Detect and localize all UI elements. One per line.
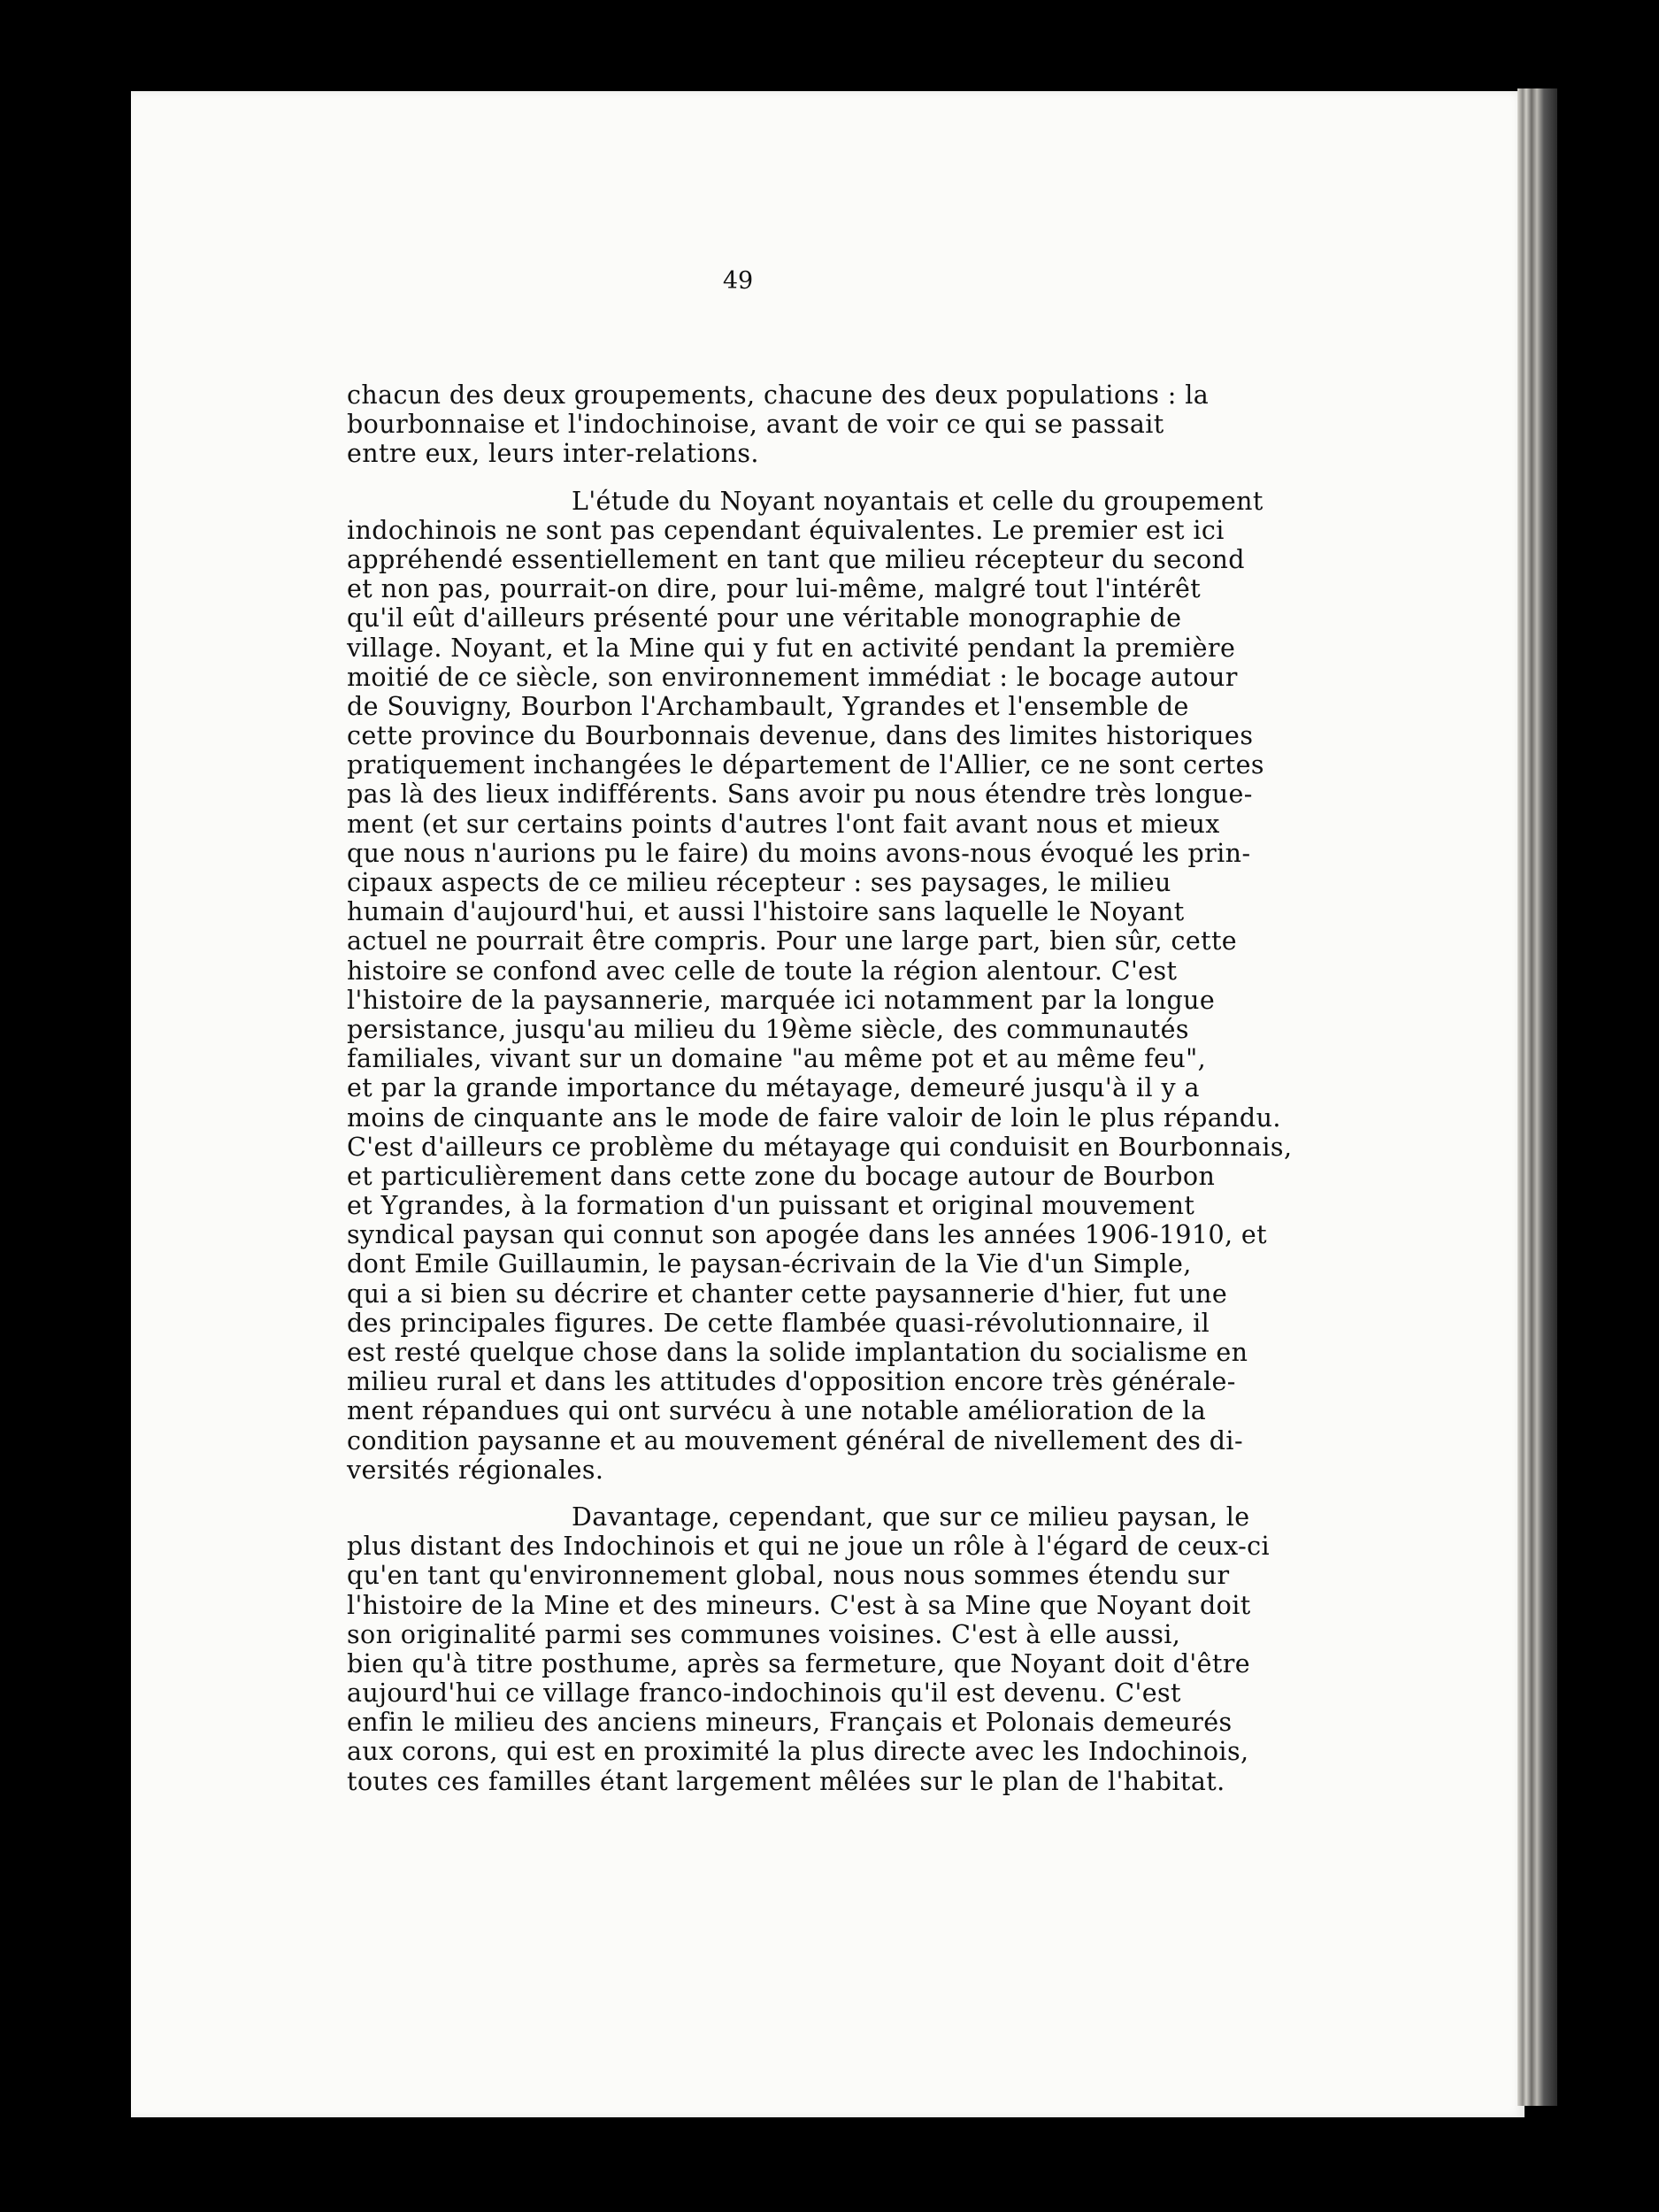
text-line: pratiquement inchangées le département de l'Allier, ce ne sont certes <box>347 750 1264 780</box>
text-line: indochinois ne sont pas cependant équivalentes. Le premier est ici <box>347 515 1225 545</box>
text-line: et particulièrement dans cette zone du bocage autour de Bourbon <box>347 1161 1216 1191</box>
text-line: cette province du Bourbonnais devenue, dans des limites historiques <box>347 721 1254 751</box>
text-line: qui a si bien su décrire et chanter cette paysannerie d'hier, fut une <box>347 1279 1228 1309</box>
text-line: versités régionales. <box>347 1455 604 1485</box>
paragraph <box>347 487 1435 1485</box>
text-line: syndical paysan qui connut son apogée dans les années 1906-1910, et <box>347 1220 1268 1250</box>
text-line: son originalité parmi ses communes voisines. C'est à elle aussi, <box>347 1619 1181 1649</box>
text-line: bourbonnaise et l'indochinoise, avant de voir ce qui se passait <box>347 410 1164 440</box>
text-line: entre eux, leurs inter-relations. <box>347 439 759 469</box>
text-line: ment répandues qui ont survécu à une notable amélioration de la <box>347 1396 1207 1426</box>
text-line: histoire se confond avec celle de toute la région alentour. C'est <box>347 956 1178 986</box>
text-line: l'histoire de la Mine et des mineurs. C'est à sa Mine que Noyant doit <box>347 1590 1251 1620</box>
text-line: aujourd'hui ce village franco-indochinois qu'il est devenu. C'est <box>347 1678 1181 1709</box>
text-line: Davantage, cependant, que sur ce milieu paysan, le <box>572 1502 1250 1532</box>
text-line: familiales, vivant sur un domaine "au même pot et au même feu", <box>347 1044 1207 1074</box>
text-line: que nous n'aurions pu le faire) du moins avons-nous évoqué les prin- <box>347 838 1251 868</box>
page-edge-stack <box>1517 88 1557 2106</box>
text-line: qu'en tant qu'environnement global, nous nous sommes étendu sur <box>347 1561 1230 1591</box>
text-line: plus distant des Indochinois et qui ne joue un rôle à l'égard de ceux-ci <box>347 1532 1271 1562</box>
text-line: est resté quelque chose dans la solide implantation du socialisme en <box>347 1338 1248 1367</box>
text-line: des principales figures. De cette flambée quasi-révolutionnaire, il <box>347 1308 1210 1338</box>
text-line: condition paysanne et au mouvement général de nivellement des di- <box>347 1425 1243 1455</box>
text-line: l'histoire de la paysannerie, marquée ici notamment par la longue <box>347 985 1216 1015</box>
text-line: L'étude du Noyant noyantais et celle du groupement <box>572 486 1263 516</box>
text-line: et non pas, pourrait-on dire, pour lui-même, malgré tout l'intérêt <box>347 574 1202 604</box>
text-line: de Souvigny, Bourbon l'Archambault, Ygrandes et l'ensemble de <box>347 691 1189 721</box>
page-number: 49 <box>722 267 754 295</box>
text-line: village. Noyant, et la Mine qui y fut en activité pendant la première <box>347 633 1236 663</box>
text-line: dont Emile Guillaumin, le paysan-écrivain de la Vie d'un Simple, <box>347 1249 1192 1279</box>
text-line: cipaux aspects de ce milieu récepteur : ses paysages, le milieu <box>347 868 1171 897</box>
text-line: ment (et sur certains points d'autres l'ont fait avant nous et mieux <box>347 809 1220 839</box>
text-line: moitié de ce siècle, son environnement immédiat : le bocage autour <box>347 662 1238 692</box>
text-line: chacun des deux groupements, chacune des deux populations : la <box>347 380 1210 410</box>
text-line: bien qu'à titre posthume, après sa fermeture, que Noyant doit d'être <box>347 1648 1251 1678</box>
paragraph-gap <box>347 469 1435 487</box>
text-line: pas là des lieux indifférents. Sans avoir pu nous étendre très longue- <box>347 780 1253 810</box>
text-line: C'est d'ailleurs ce problème du métayage qui conduisit en Bourbonnais, <box>347 1132 1293 1162</box>
text-line: actuel ne pourrait être compris. Pour une large part, bien sûr, cette <box>347 926 1238 956</box>
text-line: et Ygrandes, à la formation d'un puissant et original mouvement <box>347 1191 1195 1221</box>
text-line: qu'il eût d'ailleurs présenté pour une véritable monographie de <box>347 603 1182 634</box>
text-line: et par la grande importance du métayage, demeuré jusqu'à il y a <box>347 1073 1200 1103</box>
text-line: appréhendé essentiellement en tant que milieu récepteur du second <box>347 544 1245 574</box>
text-line: persistance, jusqu'au milieu du 19ème siècle, des communautés <box>347 1014 1189 1044</box>
text-line: toutes ces familles étant largement mêlées sur le plan de l'habitat. <box>347 1766 1225 1796</box>
text-line: humain d'aujourd'hui, et aussi l'histoire sans laquelle le Noyant <box>347 897 1185 927</box>
paragraph-gap <box>347 1485 1435 1502</box>
text-line: moins de cinquante ans le mode de faire valoir de loin le plus répandu. <box>347 1102 1281 1133</box>
paragraph <box>347 1502 1435 1796</box>
text-line: enfin le milieu des anciens mineurs, Français et Polonais demeurés <box>347 1708 1233 1738</box>
text-line: milieu rural et dans les attitudes d'opposition encore très générale- <box>347 1367 1236 1397</box>
body-text <box>347 380 1435 1796</box>
text-line: aux corons, qui est en proximité la plus directe avec les Indochinois, <box>347 1737 1249 1767</box>
paragraph <box>347 380 1435 469</box>
